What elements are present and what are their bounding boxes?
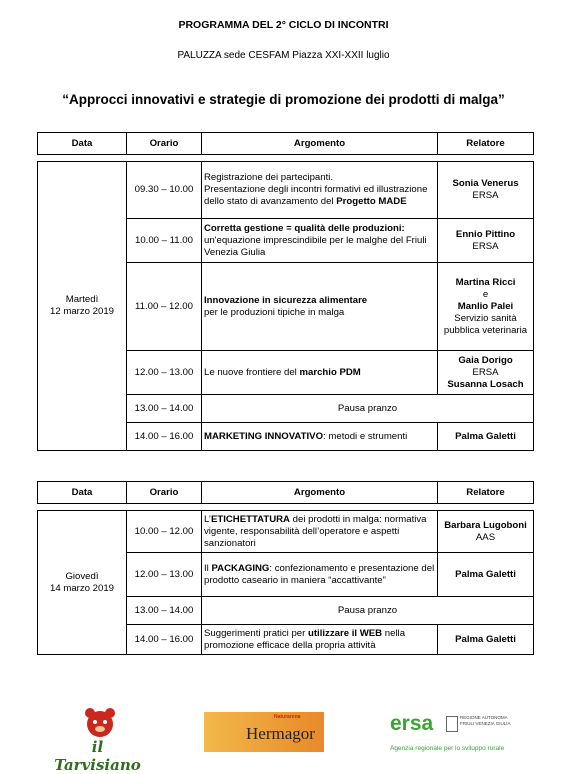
time-cell: 13.00 – 14.00 xyxy=(127,597,202,625)
day-cell xyxy=(38,162,127,451)
pause-cell: Pausa pranzo xyxy=(202,597,534,625)
time-cell: 12.00 – 13.00 xyxy=(127,553,202,597)
table-header-row xyxy=(38,482,534,504)
speaker-cell: Barbara Lugoboni AAS xyxy=(438,511,534,553)
col-header-speaker: Relatore xyxy=(438,133,534,155)
time-cell: 09.30 – 10.00 xyxy=(127,162,202,219)
day-date: 14 marzo 2019 xyxy=(50,582,114,594)
schedule-table-day1 xyxy=(37,132,534,451)
topic-cell: Innovazione in sicurezza alimentare per le produzioni tipiche in malga xyxy=(202,263,438,351)
speaker-cell: Gaia Dorigo ERSA Susanna Losach xyxy=(438,351,534,395)
time-cell: 12.00 – 13.00 xyxy=(127,351,202,395)
col-header-time: Orario xyxy=(127,133,202,155)
ersa-text: ersa xyxy=(390,712,434,735)
table-row xyxy=(38,511,534,553)
speaker-cell: Palma Galetti xyxy=(438,423,534,451)
speaker-cell: Martina Ricci e Manlio Palei Servizio sanità pubblica veterinaria xyxy=(438,263,534,351)
time-cell: 10.00 – 12.00 xyxy=(127,511,202,553)
tarvisiano-logo xyxy=(50,706,145,774)
pause-cell: Pausa pranzo xyxy=(202,395,534,423)
program-location: PALUZZA sede CESFAM Piazza XXI-XXII luglio xyxy=(177,50,390,61)
col-header-date: Data xyxy=(38,482,127,504)
region-emblem-icon xyxy=(446,716,458,732)
hermagor-small-text: Naturarena xyxy=(274,714,301,720)
day-cell xyxy=(38,511,127,655)
table-row xyxy=(38,162,534,219)
time-cell: 11.00 – 12.00 xyxy=(127,263,202,351)
speaker-cell: Palma Galetti xyxy=(438,625,534,655)
col-header-speaker: Relatore xyxy=(438,482,534,504)
ersa-tagline: Agenzia regionale per lo sviluppo rurale xyxy=(390,745,505,752)
table-header-row xyxy=(38,133,534,155)
topic-cell: Registrazione dei partecipanti. Presentazione degli incontri formativi ed illustrazione dello stato di avanzamento del Progetto MADE xyxy=(202,162,438,219)
day-name: Giovedì xyxy=(65,570,99,582)
schedule-table-day2 xyxy=(37,481,534,655)
tarvisiano-text: il Tarvisiano xyxy=(54,738,141,774)
time-cell: 14.00 – 16.00 xyxy=(127,423,202,451)
topic-cell: MARKETING INNOVATIVO: metodi e strumenti xyxy=(202,423,438,451)
speaker-cell: Palma Galetti xyxy=(438,553,534,597)
program-title: PROGRAMMA DEL 2° CICLO DI INCONTRI xyxy=(178,19,389,31)
sponsor-logos xyxy=(0,706,567,774)
topic-cell: Corretta gestione = qualità delle produzioni: un'equazione imprescindibile per le malghe del Friuli Venezia Giulia xyxy=(202,219,438,263)
program-subtitle: “Approcci innovativi e strategie di promozione dei prodotti di malga” xyxy=(62,92,505,107)
ersa-region-text: REGIONE AUTONOMA FRIULI VENEZIA GIULIA xyxy=(460,715,511,726)
topic-cell: L’ETICHETTATURA dei prodotti in malga: normativa vigente, responsabilità dell’operatore e aspetti sanzionatori xyxy=(202,511,438,553)
hermagor-text: Hermagor xyxy=(246,724,315,743)
col-header-time: Orario xyxy=(127,482,202,504)
speaker-cell: Ennio Pittino ERSA xyxy=(438,219,534,263)
col-header-topic: Argomento xyxy=(202,133,438,155)
bear-icon xyxy=(80,706,120,740)
time-cell: 14.00 – 16.00 xyxy=(127,625,202,655)
ersa-logo xyxy=(390,712,525,762)
topic-cell: Le nuove frontiere del marchio PDM xyxy=(202,351,438,395)
speaker-cell: Sonia Venerus ERSA xyxy=(438,162,534,219)
day-name: Martedì xyxy=(65,294,99,305)
time-cell: 10.00 – 11.00 xyxy=(127,219,202,263)
topic-cell: Suggerimenti pratici per utilizzare il WEB nella promozione efficace della propria attività xyxy=(202,625,438,655)
topic-cell: Il PACKAGING: confezionamento e presentazione del prodotto caseario in maniera “accattivante” xyxy=(202,553,438,597)
col-header-date: Data xyxy=(38,133,127,155)
col-header-topic: Argomento xyxy=(202,482,438,504)
hermagor-logo xyxy=(204,712,324,752)
day-date: 12 marzo 2019 xyxy=(50,306,114,317)
time-cell: 13.00 – 14.00 xyxy=(127,395,202,423)
